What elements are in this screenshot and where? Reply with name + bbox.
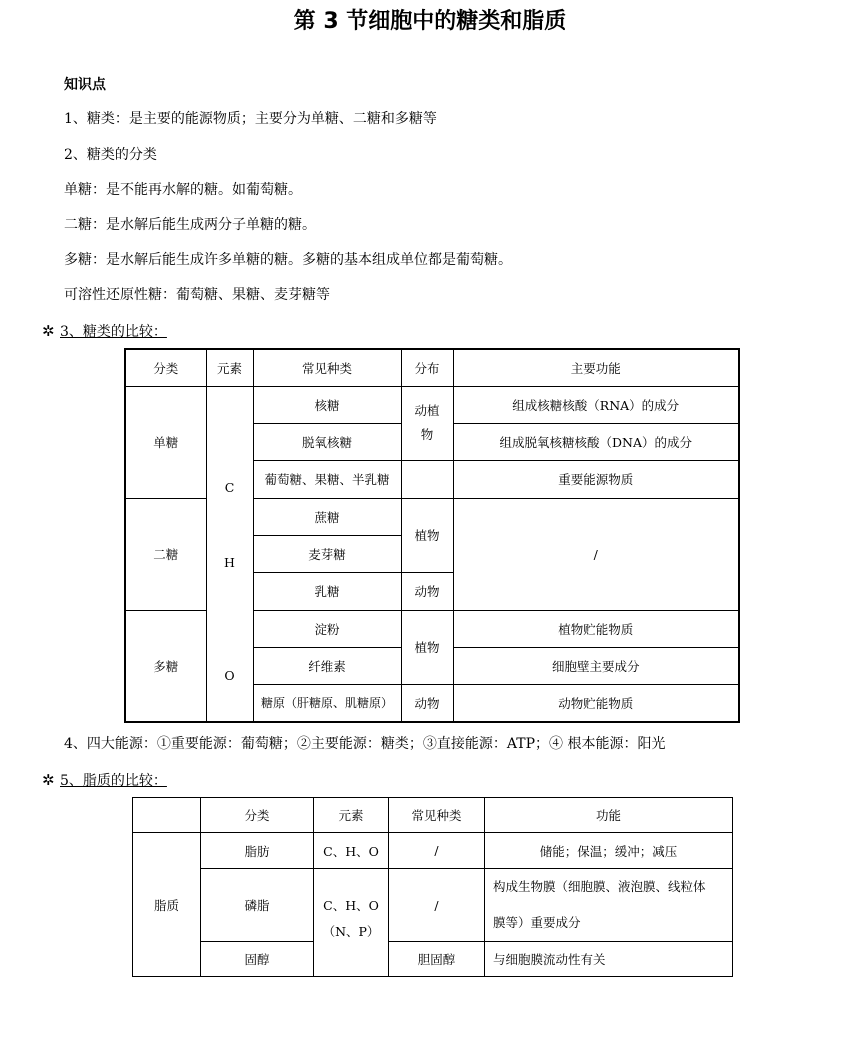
paragraph-4: 二糖：是水解后能生成两分子单糖的糖。 bbox=[64, 217, 316, 233]
heading-sugar-comparison bbox=[42, 322, 167, 341]
header-cell: 元素 bbox=[314, 798, 389, 833]
kind-cell: 淀粉 bbox=[253, 610, 401, 647]
sun-icon: ✲ bbox=[42, 322, 55, 340]
element-cell bbox=[314, 869, 389, 977]
kind-cell: 纤维素 bbox=[253, 647, 401, 684]
category-cell: 二糖 bbox=[125, 498, 206, 610]
paragraph-5: 多糖：是水解后能生成许多单糖的糖。多糖的基本组成单位都是葡萄糖。 bbox=[64, 252, 512, 268]
table-row bbox=[125, 386, 739, 423]
function-cell: 重要能源物质 bbox=[453, 460, 739, 498]
category-cell: 多糖 bbox=[125, 610, 206, 722]
heading-lipid-comparison bbox=[42, 771, 167, 790]
function-line: 膜等）重要成分 bbox=[493, 915, 581, 930]
distribution-cell bbox=[401, 460, 453, 498]
kind-cell: 脱氧核糖 bbox=[253, 423, 401, 460]
element-line: C、H、O bbox=[323, 898, 379, 913]
element-c: C bbox=[224, 479, 235, 495]
heading-text: 5、脂质的比较： bbox=[60, 773, 167, 789]
distribution-cell: 动物 bbox=[401, 684, 453, 722]
function-cell: / bbox=[453, 498, 739, 610]
header-cell: 分布 bbox=[401, 349, 453, 386]
element-h: H bbox=[224, 554, 235, 570]
function-cell: 储能；保温；缓冲；减压 bbox=[485, 833, 733, 869]
distribution-line: 物 bbox=[420, 427, 434, 442]
paragraph-6: 可溶性还原性糖：葡萄糖、果糖、麦芽糖等 bbox=[64, 287, 330, 303]
element-cell bbox=[206, 386, 253, 722]
header-cell: 分类 bbox=[201, 798, 314, 833]
kind-cell: 核糖 bbox=[253, 386, 401, 423]
paragraph-2: 2、糖类的分类 bbox=[64, 147, 157, 163]
heading-text: 3、糖类的比较： bbox=[60, 324, 167, 340]
function-cell: 植物贮能物质 bbox=[453, 610, 739, 647]
header-cell: 常见种类 bbox=[253, 349, 401, 386]
kind-cell: / bbox=[389, 833, 485, 869]
header-cell: 元素 bbox=[206, 349, 253, 386]
table-header-row bbox=[133, 798, 733, 833]
section-label: 知识点 bbox=[64, 77, 106, 93]
function-cell: 动物贮能物质 bbox=[453, 684, 739, 722]
paragraph-3: 单糖：是不能再水解的糖。如葡萄糖。 bbox=[64, 182, 302, 198]
paragraph-energy-sources: 4、四大能源：①重要能源：葡萄糖；②主要能源：糖类；③直接能源：ATP；④ 根本能源：阳光 bbox=[64, 736, 666, 752]
class-cell: 脂肪 bbox=[201, 833, 314, 869]
kind-cell: 麦芽糖 bbox=[253, 535, 401, 572]
header-cell: 主要功能 bbox=[453, 349, 739, 386]
class-cell: 固醇 bbox=[201, 942, 314, 977]
sugar-comparison-table bbox=[124, 348, 740, 723]
header-cell: 分类 bbox=[125, 349, 206, 386]
function-line: 构成生物膜（细胞膜、液泡膜、线粒体 bbox=[493, 879, 706, 894]
function-cell: 组成脱氧核糖核酸（DNA）的成分 bbox=[453, 423, 739, 460]
class-cell: 磷脂 bbox=[201, 869, 314, 942]
function-cell bbox=[485, 869, 733, 942]
table-header-row bbox=[125, 349, 739, 386]
category-cell: 单糖 bbox=[125, 386, 206, 498]
kind-cell: / bbox=[389, 869, 485, 942]
element-line: （N、P） bbox=[322, 924, 380, 939]
function-cell: 细胞壁主要成分 bbox=[453, 647, 739, 684]
kind-cell: 蔗糖 bbox=[253, 498, 401, 535]
table-row bbox=[133, 942, 733, 977]
header-cell: 常见种类 bbox=[389, 798, 485, 833]
kind-cell: 糖原（肝糖原、肌糖原） bbox=[253, 684, 401, 722]
distribution-cell: 植物 bbox=[401, 498, 453, 572]
header-cell bbox=[133, 798, 201, 833]
distribution-cell: 动物 bbox=[401, 572, 453, 610]
distribution-line: 动植 bbox=[414, 403, 440, 418]
kind-cell: 葡萄糖、果糖、半乳糖 bbox=[253, 460, 401, 498]
kind-cell: 乳糖 bbox=[253, 572, 401, 610]
function-cell: 组成核糖核酸（RNA）的成分 bbox=[453, 386, 739, 423]
table-row bbox=[133, 833, 733, 869]
header-cell: 功能 bbox=[485, 798, 733, 833]
page-title: 第 3 节细胞中的糖类和脂质 bbox=[293, 9, 567, 34]
paragraph-1: 1、糖类：是主要的能源物质；主要分为单糖、二糖和多糖等 bbox=[64, 111, 437, 127]
category-cell: 脂质 bbox=[133, 833, 201, 977]
sun-icon: ✲ bbox=[42, 771, 55, 789]
distribution-cell: 植物 bbox=[401, 610, 453, 684]
function-cell: 与细胞膜流动性有关 bbox=[485, 942, 733, 977]
table-row bbox=[133, 869, 733, 942]
lipid-comparison-table bbox=[132, 797, 733, 977]
element-o: O bbox=[224, 667, 235, 683]
element-cell: C、H、O bbox=[314, 833, 389, 869]
kind-cell: 胆固醇 bbox=[389, 942, 485, 977]
distribution-cell bbox=[401, 386, 453, 460]
